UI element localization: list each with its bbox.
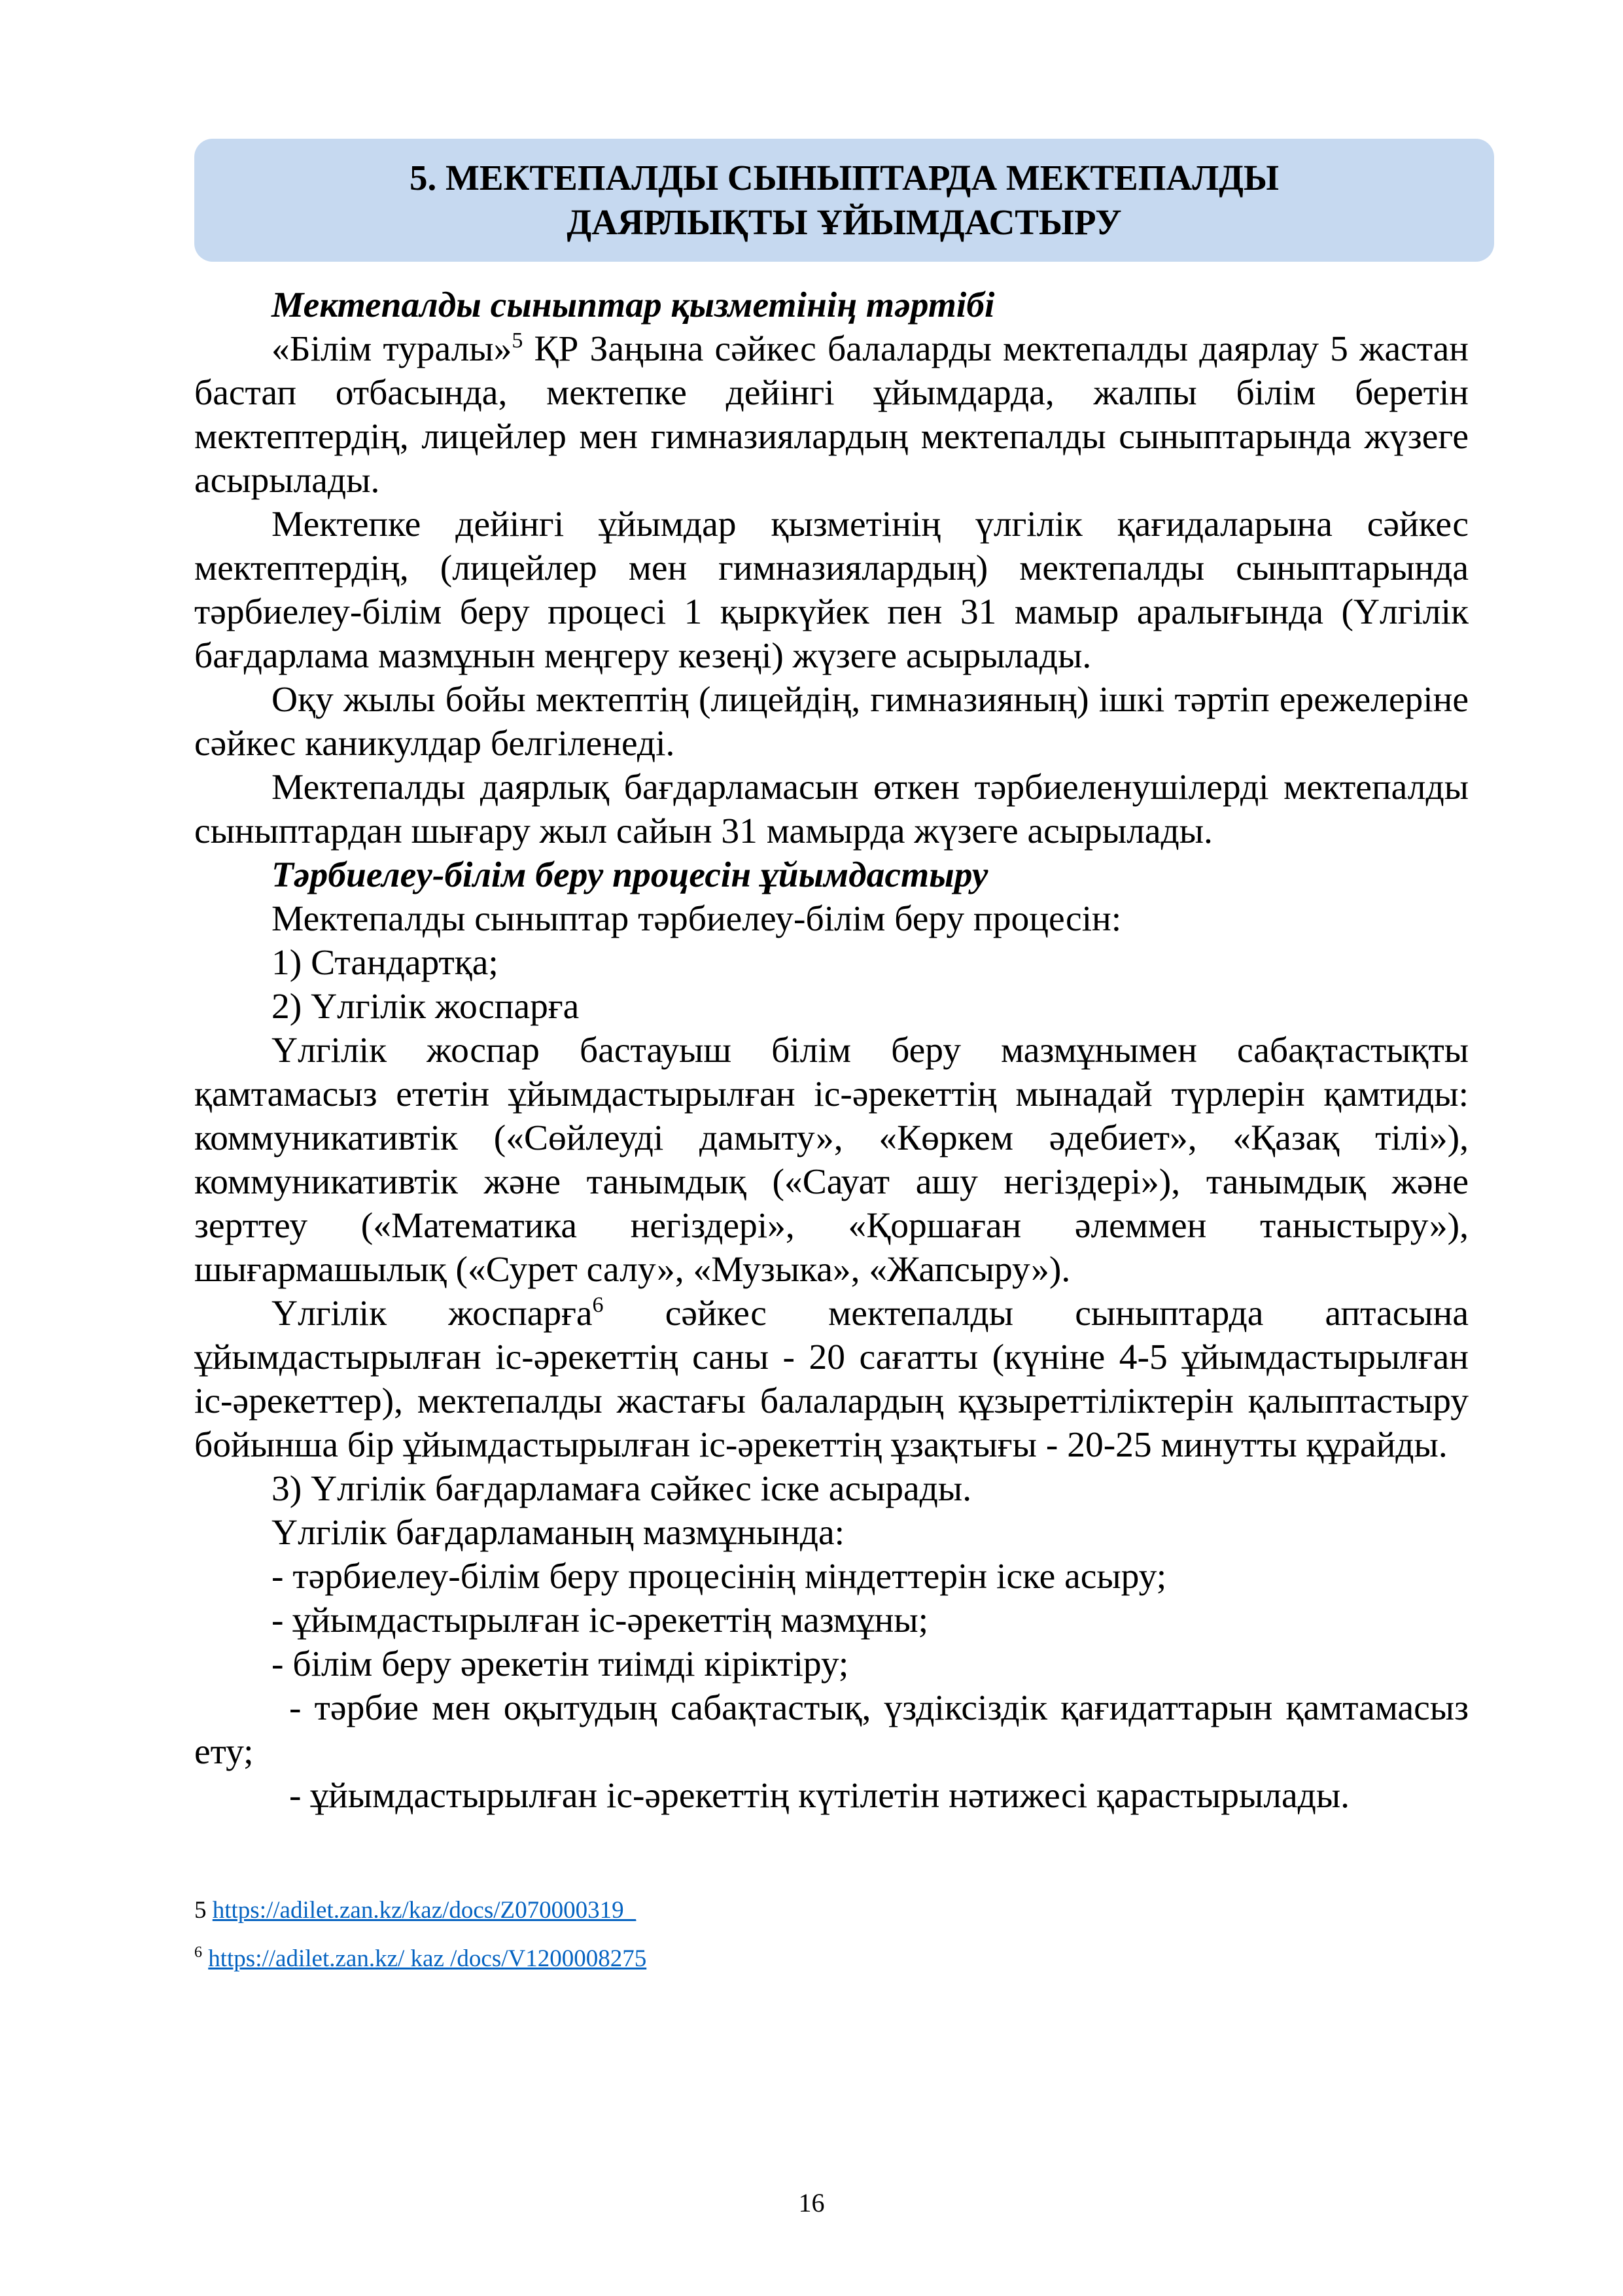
footnote-link[interactable]: https://adilet.zan.kz/kaz/docs/Z070000319_	[212, 1897, 637, 1924]
paragraph-law	[194, 327, 1469, 503]
chapter-title-banner	[194, 139, 1494, 262]
list-item-plan: 2) Үлгілік жоспарға	[271, 987, 580, 1027]
hours-paragraph-text: сәйкес мектепалды сыныптарда аптасына ұйымдастырылған іс-әрекеттің саны - 20 сағатты (күніне 4-5 ұйымдастырылған іс-әрекеттер), мектепалды жастағы балалардың құзыреттіліктерін қалыптастыру бойынша бір ұйымдастырылған іс-әрекеттің ұзақтығы - 20-25 минутты құрайды.	[194, 1294, 1469, 1465]
section-heading-order: Мектепалды сыныптар қызметінің тәртібі	[271, 285, 995, 325]
page-number: 16	[798, 2188, 825, 2217]
paragraph-hours	[194, 1292, 1469, 1467]
footnote-ref-5[interactable]: 5	[512, 328, 523, 353]
footnote-link[interactable]: https://adilet.zan.kz/ kaz /docs/V1200008275	[208, 1945, 647, 1972]
footnote-5	[194, 1896, 646, 1925]
program-content-intro: Үлгілік бағдарламаның мазмұнында:	[271, 1513, 845, 1553]
bullet-item: - тәрбие мен оқытудың сабақтастық, үздіксіздік қағидаттарын қамтамасыз ету;	[194, 1688, 1469, 1772]
paragraph-rules: Мектепке дейінгі ұйымдар қызметінің үлгілік қағидаларына сәйкес мектептердің, (лицейлер мен гимназиялардың) мектепалды сыныптарында тәрбиелеу-білім беру процесі 1 қыркүйек пен 31 мамыр аралығында (Үлгілік бағдарлама мазмұнын меңгеру кезеңі) жүзеге асырылады.	[194, 504, 1469, 676]
document-body	[194, 283, 1469, 1818]
plan-text: Үлгілік жоспарға	[271, 1294, 593, 1333]
process-intro: Мектепалды сыныптар тәрбиелеу-білім беру процесін:	[271, 899, 1122, 939]
footnotes	[194, 1896, 646, 1993]
bullet-item: - ұйымдастырылған іс-әрекеттің күтілетін нәтижесі қарастырылады.	[289, 1776, 1350, 1816]
footnote-number: 5	[194, 1897, 207, 1924]
paragraph-plan-content: Үлгілік жоспар бастауыш білім беру мазмұнымен сабақтастықты қамтамасыз ететін ұйымдастырылған іс-әрекеттің мынадай түрлерін қамтиды: коммуникативтік («Сөйлеуді дамыту», «Көркем әдебиет», «Қазақ тілі»), коммуникативтік және танымдық («Сауат ашу негіздері»), танымдық және зерттеу («Математика негіздері», «Қоршаған әлеммен таныстыру»), шығармашылық («Сурет салу», «Музыка», «Жапсыру»).	[194, 1031, 1469, 1290]
section-heading-process: Тәрбиелеу-білім беру процесін ұйымдастыру	[271, 855, 988, 895]
paragraph-graduation: Мектепалды даярлық бағдарламасын өткен тәрбиеленушілерді мектепалды сыныптардан шығару жыл сайын 31 мамырда жүзеге асырылады.	[194, 768, 1469, 851]
chapter-title-line-1: 5. МЕКТЕПАЛДЫ СЫНЫПТАРДА МЕКТЕПАЛДЫ	[409, 158, 1280, 198]
paragraph-holidays: Оқу жылы бойы мектептің (лицейдің, гимназияның) ішкі тәртіп ережелеріне сәйкес каникулдар белгіленеді.	[194, 680, 1469, 764]
footnote-ref-6[interactable]: 6	[592, 1293, 604, 1317]
law-title-text: «Білім туралы»	[271, 329, 512, 369]
list-item-program: 3) Үлгілік бағдарламаға сәйкес іске асырады.	[271, 1469, 972, 1509]
list-item-standard: 1) Стандартқа;	[271, 943, 498, 983]
footnote-6	[194, 1945, 646, 1973]
bullet-item: - білім беру әрекетін тиімді кіріктіру;	[271, 1644, 849, 1684]
bullet-item: - тәрбиелеу-білім беру процесінің міндеттерін іске асыру;	[271, 1557, 1167, 1597]
bullet-item: - ұйымдастырылған іс-әрекеттің мазмұны;	[271, 1600, 929, 1640]
chapter-title-line-2: ДАЯРЛЫҚТЫ ҰЙЫМДАСТЫРУ	[567, 202, 1122, 242]
footnote-number: 6	[194, 1944, 202, 1961]
law-paragraph-text: ҚР Заңына сәйкес балаларды мектепалды даярлау 5 жастан бастап отбасында, мектепке дейінгі ұйымдарда, жалпы білім беретін мектептердің, лицейлер мен гимназиялардың мектепалды сыныптарында жүзеге асырылады.	[194, 329, 1469, 501]
